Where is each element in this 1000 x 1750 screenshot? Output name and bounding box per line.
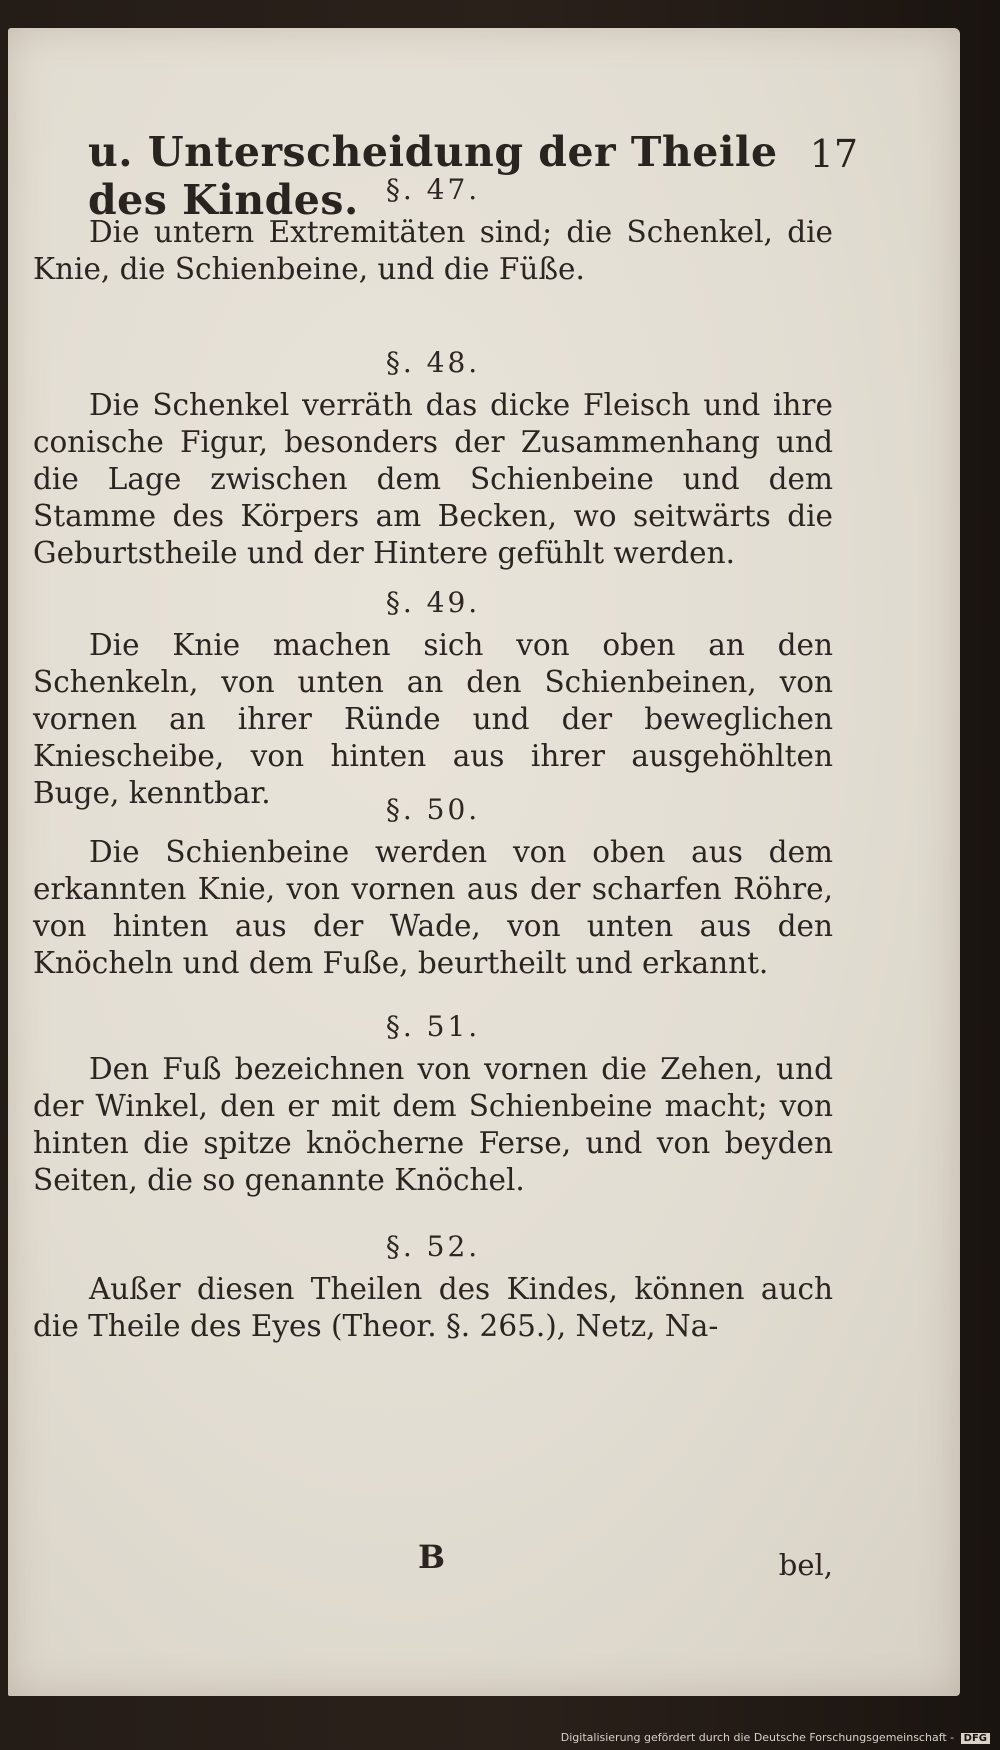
page-number: 17 bbox=[809, 132, 858, 176]
section-mark: §. 52. bbox=[385, 1230, 481, 1263]
section-52 bbox=[33, 1230, 833, 1345]
section-text: Die Knie machen sich von oben an den Schenkeln, von unten an den Schienbeinen, von vornen an ihrer Ründe und der beweglichen Kniescheibe, von hinten aus ihrer ausgehöhlten Buge, kenntbar. bbox=[33, 628, 833, 810]
page-foot bbox=[33, 1538, 833, 1582]
section-mark: §. 47. bbox=[385, 173, 481, 206]
credit-text: Digitalisierung gefördert durch die Deutsche Forschungsgemeinschaft - bbox=[560, 1731, 955, 1744]
section-47 bbox=[33, 173, 833, 288]
section-48 bbox=[33, 346, 833, 572]
section-mark: §. 49. bbox=[385, 586, 481, 619]
digitization-credit bbox=[561, 1731, 990, 1744]
section-49 bbox=[33, 586, 833, 812]
section-mark: §. 50. bbox=[385, 793, 481, 826]
catchword: bel, bbox=[778, 1548, 833, 1582]
section-mark: §. 51. bbox=[385, 1010, 481, 1043]
book-page bbox=[8, 28, 960, 1696]
dfg-logo: DFG bbox=[961, 1733, 990, 1744]
section-51 bbox=[33, 1010, 833, 1199]
section-text: Den Fuß bezeichnen von vornen die Zehen, und der Winkel, den er mit dem Schienbeine macht; von hinten die spitze knöcherne Ferse, und von beyden Seiten, die so genannte Knöchel. bbox=[33, 1052, 833, 1197]
running-title: u. Unterscheidung der Theile des Kindes. bbox=[88, 128, 778, 224]
section-50 bbox=[33, 793, 833, 982]
signature-mark: B bbox=[418, 1538, 446, 1576]
section-text: Außer diesen Theilen des Kindes, können auch die Theile des Eyes (Theor. §. 265.), Netz, Na- bbox=[33, 1272, 833, 1343]
section-mark: §. 48. bbox=[385, 346, 481, 379]
section-text: Die Schienbeine werden von oben aus dem erkannten Knie, von vornen aus der scharfen Röhre, von hinten aus der Wade, von unten aus den Knöcheln und dem Fuße, beurtheilt und erkannt. bbox=[33, 835, 833, 980]
section-text: Die Schenkel verräth das dicke Fleisch und ihre conische Figur, besonders der Zusammenhang und die Lage zwischen dem Schienbeine und dem Stamme des Körpers am Becken, wo seitwärts die Geburtstheile und der Hintere gefühlt werden. bbox=[33, 388, 833, 570]
section-text: Die untern Extremitäten sind; die Schenkel, die Knie, die Schienbeine, und die Füße. bbox=[33, 215, 833, 286]
